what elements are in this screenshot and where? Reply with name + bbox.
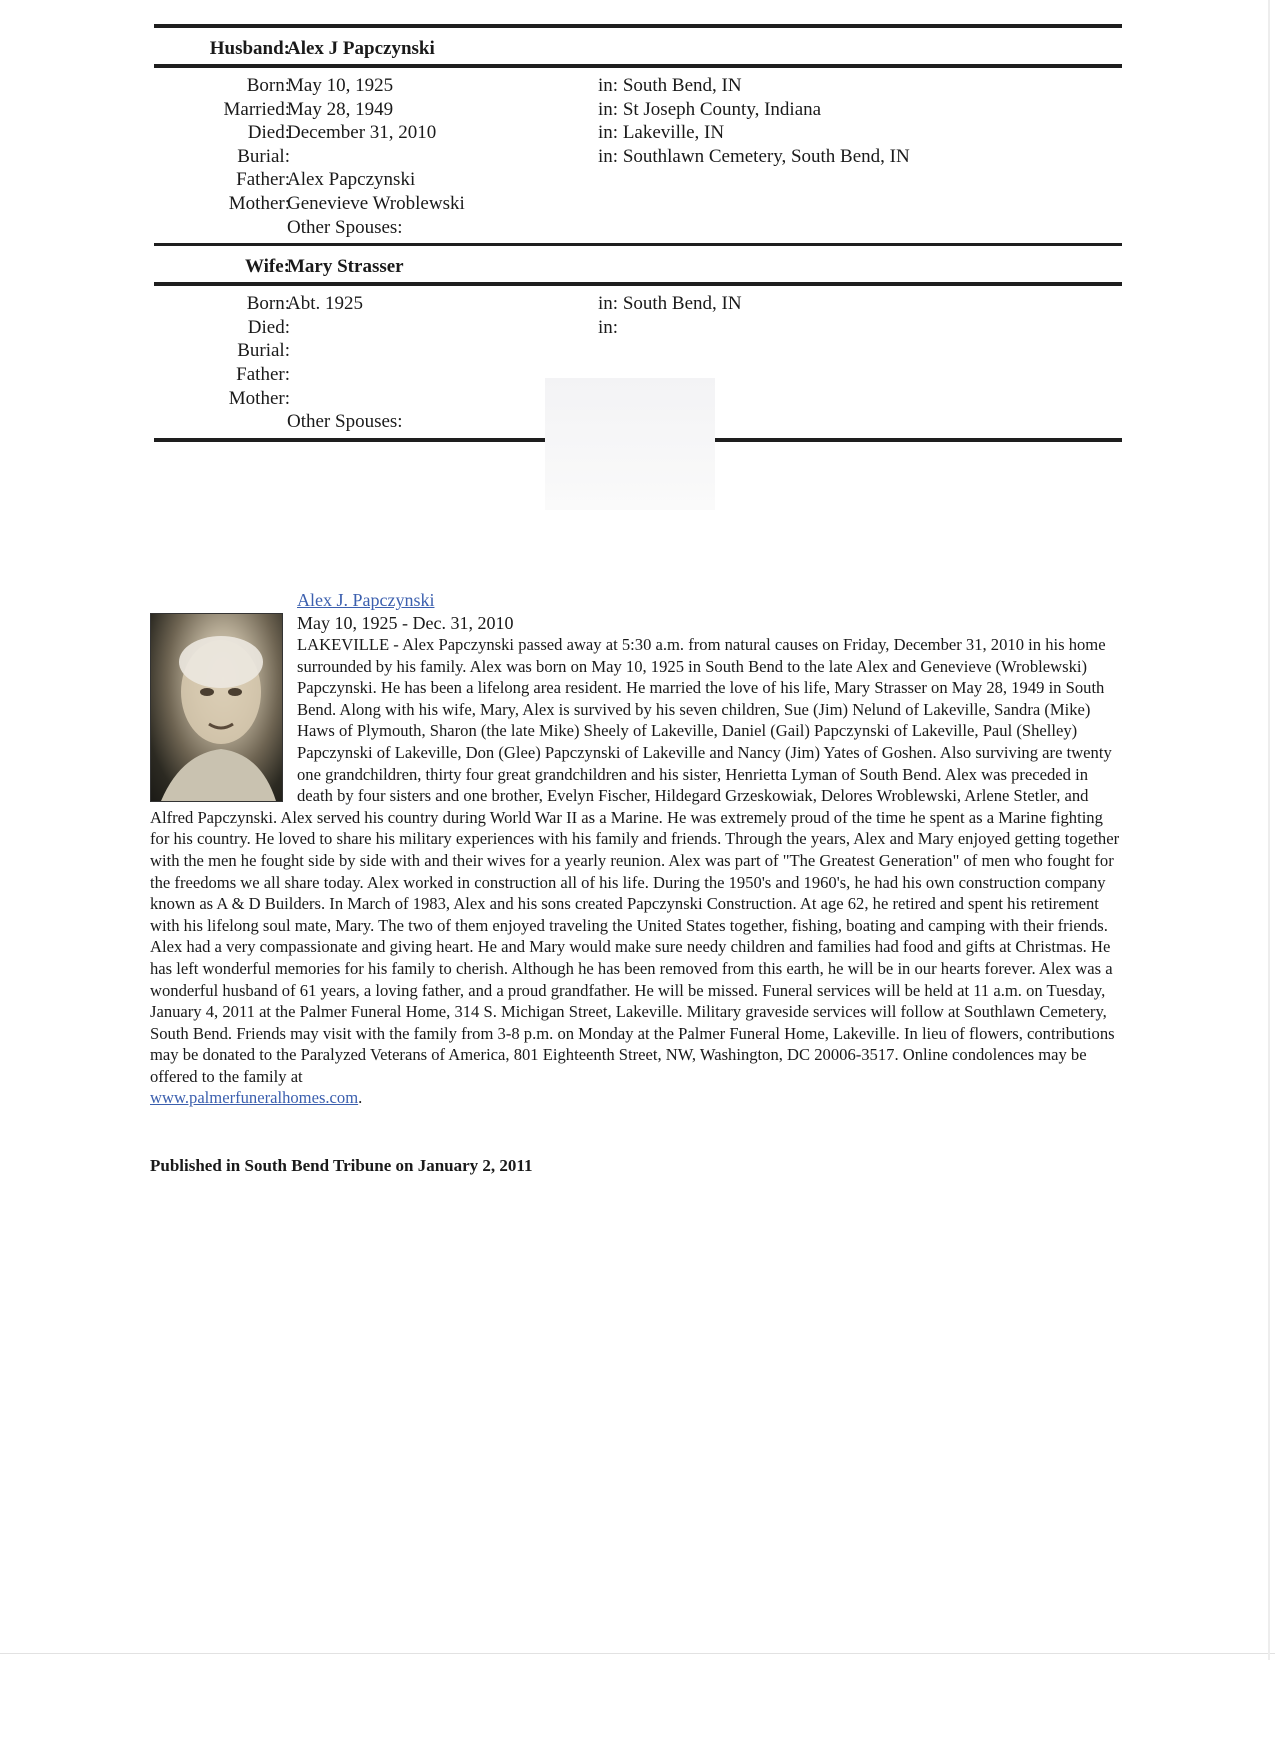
- husband-label: Husband:: [209, 38, 290, 59]
- place-field: [598, 74, 742, 98]
- husband-row: [154, 192, 1122, 216]
- place-value: South Bend, IN: [622, 75, 742, 96]
- husband-header: [154, 28, 1122, 64]
- field-value: Other Spouses:: [287, 411, 403, 433]
- field-label: Born:: [246, 293, 290, 315]
- scan-edge-line: [0, 1653, 1275, 1654]
- husband-details: [154, 68, 1122, 243]
- field-label: Born:: [246, 75, 290, 96]
- husband-row: [154, 145, 1122, 169]
- husband-row: [154, 98, 1122, 122]
- husband-row: [154, 74, 1122, 98]
- husband-name: Alex J Papczynski: [287, 38, 435, 59]
- place-field: [598, 145, 910, 169]
- wife-header: [154, 246, 1122, 282]
- place-value: South Bend, IN: [622, 293, 742, 315]
- field-value: May 10, 1925: [287, 75, 394, 96]
- place-value: Lakeville, IN: [622, 122, 725, 144]
- wife-row: [154, 339, 1122, 363]
- scan-smudge: [545, 378, 715, 510]
- place-field: [598, 316, 618, 340]
- place-value: Southlawn Cemetery, South Bend, IN: [622, 145, 910, 167]
- field-label: Married:: [223, 98, 290, 120]
- place-label: in:: [598, 75, 619, 96]
- published-line: Published in South Bend Tribune on January 2, 2011: [150, 1156, 533, 1175]
- website-suffix: .: [358, 1088, 363, 1108]
- field-label: Burial:: [237, 145, 290, 167]
- field-label: Burial:: [237, 340, 290, 362]
- field-label: Father:: [236, 169, 290, 191]
- place-label: in:: [598, 316, 619, 338]
- field-label: Mother:: [228, 192, 290, 214]
- place-field: [598, 98, 821, 122]
- field-label: Mother:: [228, 387, 290, 409]
- place-label: in:: [598, 98, 619, 120]
- field-value: Abt. 1925: [287, 293, 363, 315]
- field-value: Alex Papczynski: [287, 169, 416, 191]
- wife-row: [154, 316, 1122, 340]
- scan-right-edge: [1268, 0, 1270, 1660]
- obituary-dates: May 10, 1925 - Dec. 31, 2010: [297, 613, 514, 633]
- husband-row: [154, 216, 1122, 240]
- place-label: in:: [598, 122, 619, 144]
- wife-name: Mary Strasser: [287, 256, 404, 278]
- obituary-text: LAKEVILLE - Alex Papczynski passed away at 5:30 a.m. from natural causes on Friday, December 31, 2010 in his home surrounded by his family. Alex was born on May 10, 1925 in South Bend to the late Alex and Genevieve (Wroblewski) Papczynski. He has been a lifelong area resident. He married the love of his life, Mary Strasser on May 28, 1949 in South Bend. Along with his wife, Mary, Alex is survived by his seven children, Sue (Jim) Nelund of Lakeville, Sandra (Mike) Haws of Plymouth, Sharon (the late Mike) Sheely of Lakeville, Daniel (Gail) Papczynski of Lakeville, Paul (Shelley) Papczynski of Lakeville, Don (Glee) Papczynski of Lakeville and Nancy (Jim) Yates of Goshen. Also surviving are twenty one grandchildren, thirty four great grandchildren and his sister, Henrietta Lyman of South Bend. Alex was preceded in death by four sisters and one brother, Evelyn Fischer, Hildegard Grzeskowiak, Delores Wroblewski, Arlene Stetler, and Alfred Papczynski. Alex served his country during World War II as a Marine. He was extremely proud of the time he spent as a Marine fighting for his country. He loved to share his military experiences with his family and friends. Through the years, Alex and Mary enjoyed getting together with the men he fought side by side with and their wives for a yearly reunion. Alex was part of "The Greatest Generation" of men who fought for the freedoms we all share today. Alex worked in construction all of his life. During the 1950's and 1960's, he had his own construction company known as A & D Builders. In March of 1983, Alex and his sons created Papczynski Construction. At age 62, he retired and spent his retirement with his lifelong soul mate, Mary. The two of them enjoyed traveling the United States together, fishing, boating and camping with their friends. Alex had a very compassionate and giving heart. He and Mary would make sure needy children and families had food and gifts at Christmas. He has left wonderful memories for his family to cherish. Although he has been removed from this earth, he will be in our hearts forever. Alex was a wonderful husband of 61 years, a loving father, and a proud grandfather. He will be missed. Funeral services will be held at 11 a.m. on Tuesday, January 4, 2011 at the Palmer Funeral Home, 314 S. Michigan Street, Lakeville. Military graveside services will follow at Southlawn Cemetery, South Bend. Friends may visit with the family from 3-8 p.m. on Monday at the Palmer Funeral Home, Lakeville. In lieu of flowers, contributions may be donated to the Paralyzed Veterans of America, 801 Eighteenth Street, NW, Washington, DC 20006-3517. Online condolences may be offered to the family at: [150, 635, 1120, 1086]
- funeral-home-link[interactable]: www.palmerfuneralhomes.com: [150, 1088, 359, 1108]
- place-field: [598, 121, 724, 145]
- place-label: in:: [598, 145, 619, 167]
- wife-row: [154, 292, 1122, 316]
- field-value: May 28, 1949: [287, 98, 394, 120]
- obituary-name-link[interactable]: Alex J. Papczynski: [297, 590, 435, 610]
- field-label: Died:: [247, 316, 290, 338]
- place-value: St Joseph County, Indiana: [622, 98, 822, 120]
- husband-row: [154, 121, 1122, 145]
- field-value: Other Spouses:: [287, 216, 403, 238]
- field-value: December 31, 2010: [287, 122, 437, 144]
- field-value: Genevieve Wroblewski: [287, 192, 465, 214]
- husband-row: [154, 168, 1122, 192]
- wife-label: Wife:: [244, 256, 290, 278]
- place-label: in:: [598, 293, 619, 315]
- field-label: Father:: [236, 363, 290, 385]
- place-field: [598, 292, 742, 316]
- field-label: Died:: [247, 122, 290, 144]
- obituary-body: [150, 634, 1125, 1109]
